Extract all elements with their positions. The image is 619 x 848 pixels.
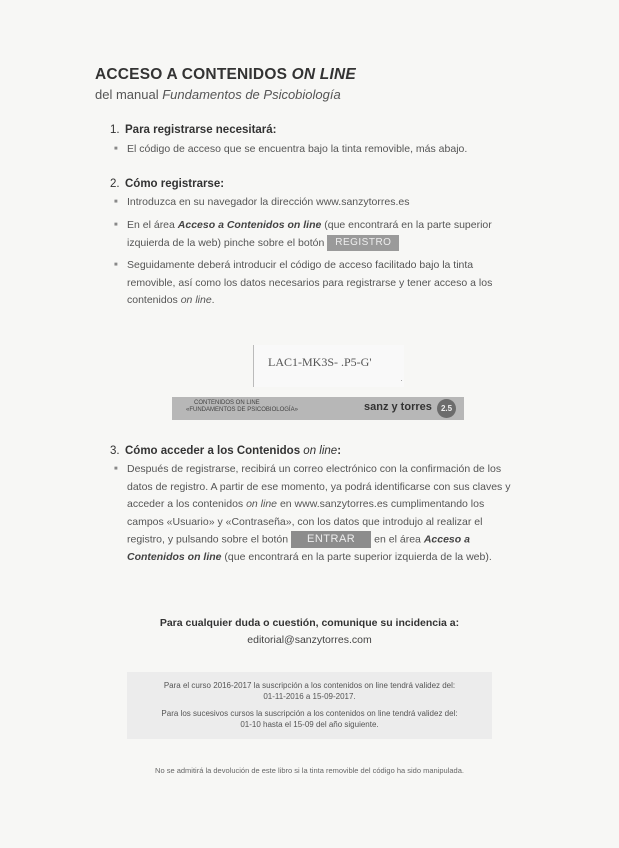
bullet-text: Seguidamente deberá introducir el código de acceso facilitado bajo la tinta removible, así como los datos necesarios para registrarse y tener acceso a los contenidos xyxy=(127,259,493,306)
section-3-number: 3. xyxy=(110,445,120,457)
page-subtitle xyxy=(95,87,341,102)
bullet-italic: on line xyxy=(246,498,278,510)
bullet-text: En el área xyxy=(127,219,178,231)
page-title xyxy=(95,66,356,84)
bullet-emphasis: Acceso a Contenidos on line xyxy=(127,533,470,563)
section-2-heading xyxy=(110,178,224,190)
section-1-number: 1. xyxy=(110,124,120,136)
banner-line-1: CONTENIDOS ON LINE xyxy=(194,400,260,406)
speck: · xyxy=(400,375,403,385)
bullet-text: (que encontrará en la parte superior izquierda de la web). xyxy=(221,550,492,563)
section-2-number: 2. xyxy=(110,178,120,190)
brand-logo: sanz y torres xyxy=(364,401,432,413)
bullet-emphasis: Acceso a Contenidos on line xyxy=(177,219,322,231)
section-2-title: Cómo registrarse: xyxy=(125,178,225,190)
note-1-line-1: Para el curso 2016-2017 la suscripción a los contenidos on line tendrá validez del: xyxy=(163,681,456,690)
note-2-line-2: 01-10 hasta el 15-09 del año siguiente. xyxy=(240,720,379,729)
section-3-title-colon: : xyxy=(337,445,342,457)
banner-line-2: «FUNDAMENTOS DE PSICOBIOLOGÍA» xyxy=(186,407,298,413)
bullet-text: . xyxy=(211,294,215,306)
bullet-text: (que encontrará en la parte superior izquierda de la web) pinche sobre el botón xyxy=(127,219,492,249)
access-code: LAC1-MK3S- .P5-G' xyxy=(268,355,372,369)
title-italic: ON LINE xyxy=(291,66,356,83)
note-2-line-1: Para los sucesivos cursos la suscripción a los contenidos on line tendrá validez del: xyxy=(161,709,458,718)
section-3-bullet xyxy=(127,461,517,566)
footer-disclaimer: No se admitirá la devolución de este libro si la tinta removible del código ha sido manipulada. xyxy=(155,766,464,775)
bullet-text: en el área xyxy=(371,533,424,546)
section-1-heading xyxy=(110,124,277,136)
section-3-heading xyxy=(110,445,341,457)
contact-line: Para cualquier duda o cuestión, comunique su incidencia a: xyxy=(159,617,460,629)
bullet-text: Después de registrarse, recibirá un correo electrónico con la confirmación de los datos de registro. A partir de ese momento, ya podrá identificarse con sus claves y acceder a los contenidos xyxy=(127,463,511,510)
section-2-bullet-2 xyxy=(127,217,517,252)
contact-email: editorial@sanzytorres.com xyxy=(247,634,372,646)
section-1-bullet: ■ El código de acceso que se encuentra bajo la tinta removible, más abajo. xyxy=(127,141,517,159)
section-2-bullet-3 xyxy=(127,257,517,310)
subtitle-text: del manual xyxy=(95,87,163,102)
bullet-italic: on line xyxy=(180,294,212,306)
bullet-text: en www.sanzytorres.es cumplimentando los campos «Usuario» y «Contraseña», con los datos que introdujo al realizar el registro, y pulsando sobre el botón xyxy=(127,498,485,546)
title-text: ACCESO A CONTENIDOS xyxy=(95,66,292,83)
section-3-title-italic: on line xyxy=(303,445,338,457)
subtitle-italic: Fundamentos de Psicobiología xyxy=(162,87,341,102)
entrar-button-image: ENTRAR xyxy=(291,531,371,548)
registro-button-image: REGISTRO xyxy=(327,235,399,251)
edition-badge: 2.5 xyxy=(437,399,456,418)
section-3-title: Cómo acceder a los Contenidos xyxy=(125,445,304,457)
section-1-title: Para registrarse necesitará: xyxy=(125,124,277,136)
section-2-bullet-1: ■ Introduzca en su navegador la dirección www.sanzytorres.es xyxy=(127,194,517,212)
note-1-line-2: 01-11-2016 a 15-09-2017. xyxy=(263,692,356,701)
